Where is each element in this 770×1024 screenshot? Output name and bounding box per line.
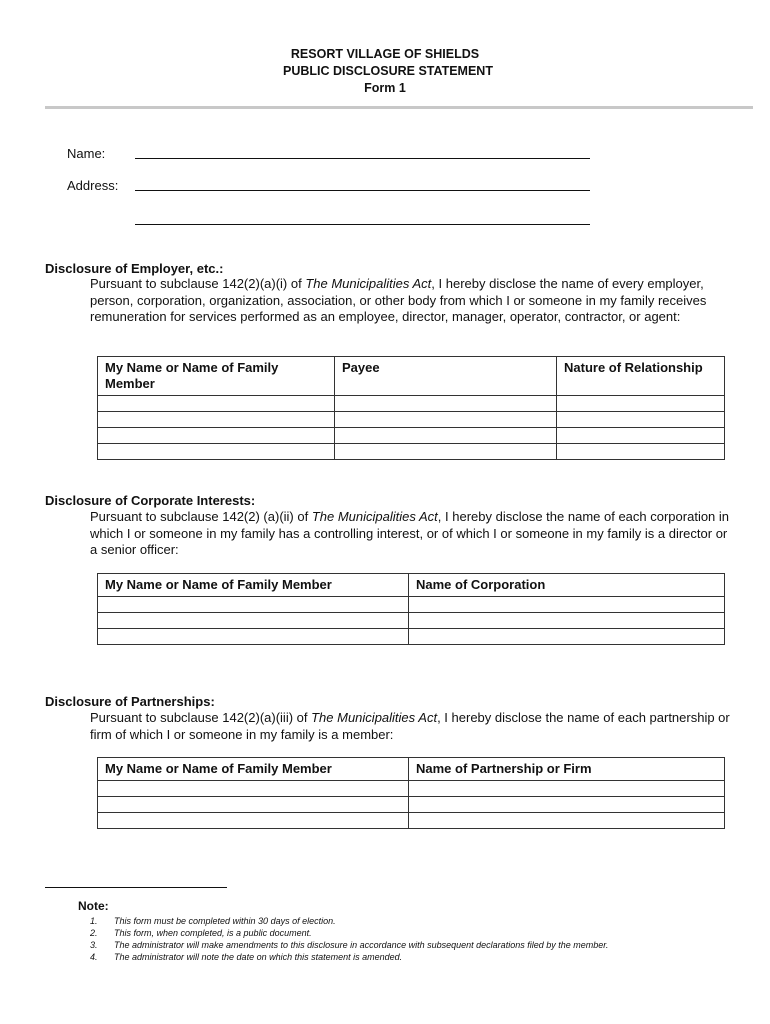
table-row	[98, 444, 725, 460]
table-header-row	[98, 357, 725, 396]
corporate-section-title: Disclosure of Corporate Interests:	[45, 493, 256, 508]
table-cell[interactable]	[98, 412, 335, 428]
name-label: Name:	[67, 146, 106, 161]
document-header	[0, 46, 770, 97]
table-row	[98, 629, 725, 645]
address-blank-line-1[interactable]	[135, 190, 590, 191]
table-cell[interactable]	[409, 781, 725, 797]
table-row	[98, 597, 725, 613]
table-cell[interactable]	[98, 396, 335, 412]
table-cell[interactable]	[409, 597, 725, 613]
partnerships-section-title: Disclosure of Partnerships:	[45, 694, 215, 709]
table-row	[98, 797, 725, 813]
employer-section-title: Disclosure of Employer, etc.:	[45, 261, 224, 276]
header-divider	[45, 106, 753, 109]
table-row	[98, 412, 725, 428]
table-cell[interactable]	[557, 396, 725, 412]
table-cell[interactable]	[335, 428, 557, 444]
table-header-row	[98, 574, 725, 597]
table-cell[interactable]	[557, 412, 725, 428]
table-cell[interactable]	[409, 797, 725, 813]
address-blank-line-2[interactable]	[135, 224, 590, 225]
table-row	[98, 428, 725, 444]
corporate-table	[97, 573, 725, 645]
table-cell[interactable]	[98, 428, 335, 444]
partnerships-section-text: Pursuant to subclause 142(2)(a)(iii) of The Municipalities Act, I hereby disclose the name of each partnership or firm of which I or someone in my family is a member:	[90, 710, 730, 742]
table-cell[interactable]	[409, 813, 725, 829]
column-header: My Name or Name of Family Member	[98, 357, 335, 396]
notes-list	[78, 915, 608, 963]
column-header: Nature of Relationship	[557, 357, 725, 396]
municipality-title: RESORT VILLAGE OF SHIELDS	[290, 47, 480, 61]
column-header: Name of Corporation	[409, 574, 725, 597]
employer-section-text: Pursuant to subclause 142(2)(a)(i) of The Municipalities Act, I hereby disclose the name of every employer, person, corporation, organization, association, or other body from which I or someone in my family receives remuneration for services performed as an employee, director, manager, operator, contractor, or agent:	[90, 276, 707, 324]
table-cell[interactable]	[409, 613, 725, 629]
employer-table	[97, 356, 725, 460]
address-label: Address:	[67, 178, 119, 193]
name-blank-line[interactable]	[135, 158, 590, 159]
form-number: Form 1	[364, 81, 406, 95]
list-item: 2. This form, when completed, is a public document.	[90, 928, 312, 938]
table-cell[interactable]	[98, 781, 409, 797]
table-row	[98, 613, 725, 629]
corporate-section-text: Pursuant to subclause 142(2) (a)(ii) of The Municipalities Act, I hereby disclose the name of each corporation in which I or someone in my family has a controlling interest, or of which I or someone in my family is a director or a senior officer:	[90, 509, 730, 557]
table-row	[98, 781, 725, 797]
column-header: Name of Partnership or Firm	[409, 758, 725, 781]
list-item: 3. The administrator will make amendments to this disclosure in accordance with subsequent declarations filed by the member.	[90, 940, 609, 950]
table-cell[interactable]	[98, 444, 335, 460]
table-cell[interactable]	[98, 597, 409, 613]
table-cell[interactable]	[557, 444, 725, 460]
table-cell[interactable]	[335, 444, 557, 460]
table-cell[interactable]	[98, 613, 409, 629]
form-title: PUBLIC DISCLOSURE STATEMENT	[283, 64, 493, 78]
table-cell[interactable]	[98, 813, 409, 829]
table-cell[interactable]	[335, 396, 557, 412]
table-cell[interactable]	[557, 428, 725, 444]
list-item: 1. This form must be completed within 30 days of election.	[90, 916, 336, 926]
table-row	[98, 813, 725, 829]
column-header: Payee	[335, 357, 557, 396]
act-name: The Municipalities Act	[311, 509, 438, 524]
footnote-divider	[45, 887, 227, 888]
table-cell[interactable]	[409, 629, 725, 645]
list-item: 4. The administrator will note the date on which this statement is amended.	[90, 952, 403, 962]
act-name: The Municipalities Act	[311, 710, 438, 725]
table-row	[98, 396, 725, 412]
table-header-row	[98, 758, 725, 781]
table-cell[interactable]	[98, 629, 409, 645]
column-header: My Name or Name of Family Member	[98, 574, 409, 597]
partnerships-table	[97, 757, 725, 829]
table-cell[interactable]	[98, 797, 409, 813]
note-title: Note:	[78, 899, 109, 913]
act-name: The Municipalities Act	[305, 276, 432, 291]
table-cell[interactable]	[335, 412, 557, 428]
column-header: My Name or Name of Family Member	[98, 758, 409, 781]
